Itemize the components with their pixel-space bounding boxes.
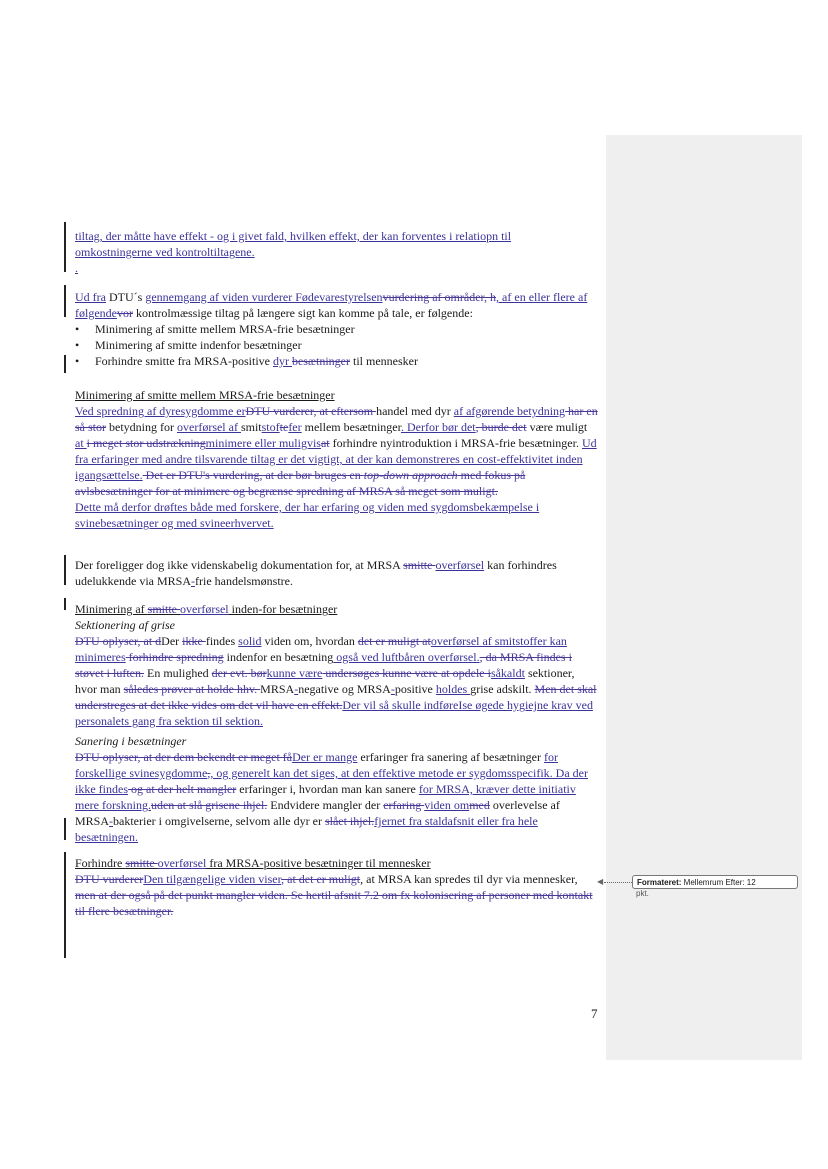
inserted-text: fer (288, 420, 302, 434)
comment-text: Mellemrum Efter: 12 (681, 878, 756, 887)
list-item-text: Minimering af smitte indenfor besætninger (95, 338, 302, 352)
body-text: grise adskilt. (470, 682, 535, 696)
section-to-humans (75, 855, 598, 919)
deleted-text: men at der også på det punkt mangler viden. Se hertil afsnit 7.2 om fx kolonisering af personer med kontakt til flere besætninger. (75, 888, 593, 918)
inserted-text: solid (238, 634, 262, 648)
deleted-text: har en så stor (75, 404, 598, 434)
deleted-text: vurdering af områder, h (382, 290, 497, 304)
inserted-text: såkaldt (490, 666, 525, 680)
deleted-text: besætninger (291, 354, 350, 368)
heading-text: fra MRSA-positive besætninger til mennesker (206, 856, 431, 870)
deleted-text: således prøver at holde hhv. (123, 682, 261, 696)
body-text: Endvidere mangler der (267, 798, 384, 812)
heading-text: Minimering af (75, 602, 148, 616)
deleted-text: smitte (125, 856, 158, 870)
deleted-text: , burde det (475, 420, 527, 434)
inserted-text: Dette må derfor drøftes både med forskere, der har erfaring og viden med sygdomsbekæmpelse i svinebesætninger og med svineerhvervet. (75, 500, 540, 530)
inserted-text: overførsel (180, 602, 229, 616)
deleted-text: , (207, 766, 211, 780)
deleted-text: , da MRSA findes i støvet i luften. (75, 650, 572, 680)
comment-anchor-arrow-icon: ◀ (597, 877, 604, 886)
deleted-text: Men det skal understreges at det ikke vides om det vil have en effekt. (75, 682, 597, 712)
deleted-text: undersøges kunne være at opdele i (322, 666, 491, 680)
change-bar (64, 598, 66, 610)
deleted-text: Det er DTU's vurdering, at der bør bruges en (142, 468, 364, 482)
inserted-text: af afgørende betydning (453, 404, 566, 418)
body-text: DTU´s (105, 290, 146, 304)
deleted-text: smitte (147, 602, 180, 616)
list-item-text: Forhindre smitte fra MRSA-positive (95, 354, 273, 368)
inserted-text: overførsel (435, 558, 485, 572)
deleted-text: ikke (182, 634, 206, 648)
body-text: være muligt (526, 420, 588, 434)
body-text: handel med dyr (376, 404, 454, 418)
comment-subtext: pkt. (636, 889, 649, 898)
inserted-text: Der vil så skulle indføreIse øgede hygiejne krav ved personalets gang fra sektion til sektion. (75, 698, 593, 728)
subheading: Sektionering af grise (75, 618, 175, 632)
measures-list (75, 321, 598, 369)
deleted-text: erfaring (383, 798, 425, 812)
inserted-text: fjernet fra staldafsnit eller fra hele besætningen. (75, 814, 538, 844)
format-comment-balloon[interactable] (632, 875, 798, 889)
body-text: erfaringer i, hvordan man kan sanere (236, 782, 419, 796)
body-text: mellem besætninger (301, 420, 401, 434)
body-text: viden om, hvordan (261, 634, 358, 648)
heading-text: Forhindre (75, 856, 126, 870)
inserted-text: Ved spredning af dyresygdomme er (75, 404, 246, 418)
inserted-text: overførsel af (177, 420, 241, 434)
inserted-text: holdes (435, 682, 471, 696)
deleted-text: DTU oplyser, at der dem bekendt er meget få (75, 750, 293, 764)
list-item-text: Minimering af smitte mellem MRSA-frie besætninger (95, 322, 355, 336)
change-bar (64, 285, 66, 317)
inserted-text: minimere eller muligvis (205, 436, 321, 450)
inserted-text: - (109, 814, 114, 828)
inserted-text: for MRSA, kræver dette initiativ mere forskning. (75, 782, 576, 812)
body-text: forhindre nyintroduktion i MRSA-frie besætninger. (329, 436, 582, 450)
deleted-text: DTU oplyser, at d (75, 634, 162, 648)
inserted-text: for forskellige svinesygdomme (75, 750, 558, 780)
deleted-text: med fokus på avlsbesætninger for at minimere og begrænse spredning af MRSA så meget som muligt. (75, 468, 526, 498)
deleted-text: , at det er muligt (281, 872, 361, 886)
body-text: overlevelse af MRSA (75, 798, 560, 828)
body-text: positive (394, 682, 436, 696)
deleted-text: smitte (403, 558, 436, 572)
body-text: En mulighed (144, 666, 212, 680)
section-within-herds (75, 601, 598, 845)
subheading: Sanering i besætninger (75, 734, 187, 748)
inserted-text: overførsel af smitstoffer kan minimeres (75, 634, 567, 664)
inserted-text: at (75, 436, 87, 450)
page-number: 7 (591, 1006, 598, 1021)
intro-paragraph (75, 228, 598, 276)
inserted-text: . (75, 261, 78, 275)
body-text: kontrolmæssige tiltag på længere sigt kan komme på tale, er følgende: (132, 306, 473, 320)
change-bar (64, 818, 66, 840)
inserted-text: - (191, 574, 195, 588)
inserted-text: dyr (272, 354, 292, 368)
inserted-text: , af en eller flere af følgende (75, 290, 588, 320)
body-text: findes (205, 634, 239, 648)
body-text: bakterier i omgivelserne, selvom alle dyr er (113, 814, 325, 828)
section-heading (75, 855, 598, 871)
body-text: negative og MRSA (298, 682, 391, 696)
section-heading: Minimering af smitte mellem MRSA-frie besætninger (75, 388, 335, 402)
body-text: frie handelsmønstre. (195, 574, 293, 588)
body-text: Der (161, 634, 183, 648)
heading-text: inden-for besætninger (228, 602, 338, 616)
body-text: kan forhindres udelukkende via MRSA (75, 558, 557, 588)
comment-margin (606, 135, 802, 1060)
body-text: MRSA (260, 682, 295, 696)
deleted-text: forhindre spredning (125, 650, 224, 664)
change-bar (64, 852, 66, 958)
change-bar (64, 555, 66, 585)
inserted-text: tiltag, der måtte have effekt - og i givet fald, hvilken effekt, der kan forventes i relatiopn til (75, 229, 512, 243)
deleted-text: vor (116, 306, 133, 320)
inserted-text: kunne være (266, 666, 323, 680)
deleted-text: top-down approach (363, 468, 458, 482)
comment-label: Formateret: (637, 878, 682, 887)
deleted-text: der evt. bør (211, 666, 267, 680)
deleted-text: DTU vurderer (75, 872, 144, 886)
comment-connector (604, 882, 632, 883)
deleted-text: det er muligt at (357, 634, 431, 648)
inserted-text: Ud fra (75, 290, 106, 304)
inserted-text: overførsel (157, 856, 207, 870)
body-text: betydning for (106, 420, 177, 434)
measures-intro-paragraph (75, 289, 598, 369)
inserted-text: . Derfor bør det (400, 420, 476, 434)
deleted-text: uden at slå grisene ihjel. (150, 798, 268, 812)
deleted-text: med (469, 798, 490, 812)
inserted-text: gennemgang af viden vurderer Fødevarestyrelsen (145, 290, 383, 304)
inserted-text: viden om (424, 798, 470, 812)
list-item (75, 337, 598, 353)
list-item-text: til mennesker (349, 354, 418, 368)
section-heading (75, 601, 598, 617)
inserted-text: Den tilgængelige viden viser (143, 872, 282, 886)
inserted-text: , og generelt kan det siges, at den effektive metode er sygdomsspecifik. Da der ikke findes (75, 766, 588, 796)
inserted-text: Ud fra erfaringer med andre tilsvarende tiltag er det vigtigt, at der kan demonstreres en cost-effektivitet inden igangsættelse. (75, 436, 597, 482)
body-text: Der foreligger dog ikke videnskabelig dokumentation for, at MRSA (75, 558, 404, 572)
body-text: smit (240, 420, 262, 434)
inserted-text: Der er mange (292, 750, 358, 764)
change-bar (64, 222, 66, 272)
inserted-text: omkostningerne ved kontroltiltagene. (75, 245, 255, 259)
inserted-text: også ved luftbåren overførsel. (333, 650, 480, 664)
list-item (75, 353, 598, 369)
deleted-text: og at der helt mangler (128, 782, 237, 796)
body-text: erfaringer fra sanering af besætninger (357, 750, 544, 764)
documentation-paragraph (75, 557, 598, 589)
deleted-text: te (279, 420, 289, 434)
deleted-text: at (320, 436, 330, 450)
change-bar (64, 355, 66, 373)
deleted-text: slået ihjel. (324, 814, 375, 828)
body-text: indenfor en besætning (223, 650, 334, 664)
deleted-text: i meget stor udstrækning (86, 436, 206, 450)
list-item (75, 321, 598, 337)
inserted-text: - (294, 682, 299, 696)
inserted-text: stof (261, 420, 280, 434)
deleted-text: DTU vurderer, at eftersom (245, 404, 377, 418)
inserted-text: - (390, 682, 395, 696)
section-between-herds (75, 387, 598, 531)
body-text: sektioner, hvor man (75, 666, 575, 696)
body-text: , at MRSA kan spredes til dyr via mennesker, (360, 872, 578, 886)
